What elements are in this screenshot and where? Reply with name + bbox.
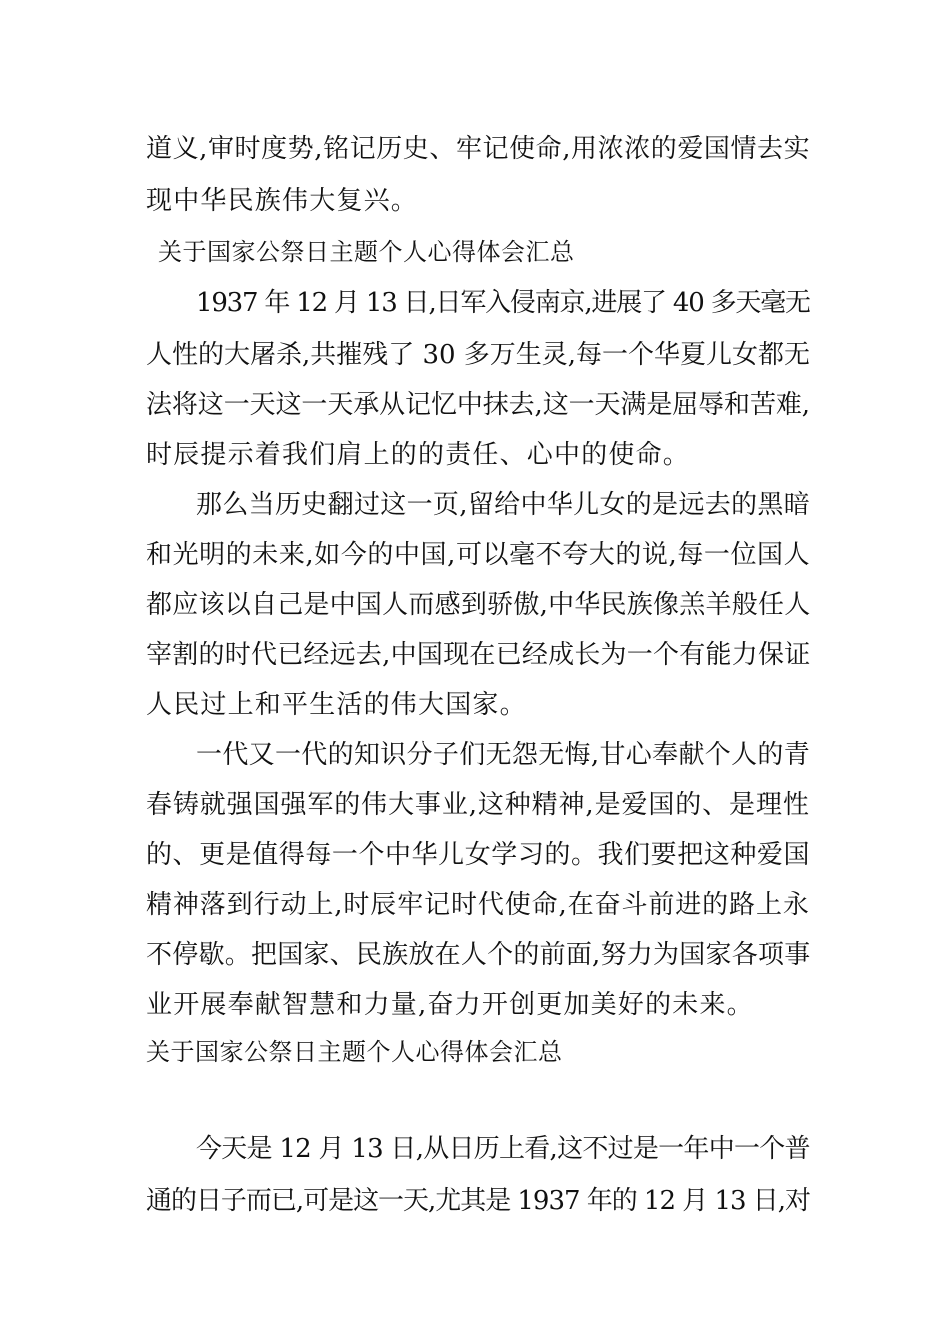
body-text-line: 业开展奉献智慧和力量,奋力开创更加美好的未来。 [146,990,754,1020]
body-text-line: 不停歇。把国家、民族放在人个的前面,努力为国家各项事 [146,940,811,970]
section-heading: 关于国家公祭日主题个人心得体会汇总 [146,1038,563,1066]
body-text-line: 都应该以自己是中国人而感到骄傲,中华民族像羔羊般任人 [146,590,811,620]
body-text-line: 那么当历史翻过这一页,留给中华儿女的是远去的黑暗 [196,490,811,520]
body-text-line: 人民过上和平生活的伟大国家。 [146,690,527,720]
body-text-line: 的、更是值得每一个中华儿女学习的。我们要把这种爱国 [146,840,811,870]
body-text-line: 1937 年 12 月 13 日,日军入侵南京,进展了 40 多天毫无 [196,288,810,318]
body-text-line: 道义,审时度势,铭记历史、牢记使命,用浓浓的爱国情去实 [146,134,811,164]
body-text-line: 宰割的时代已经远去,中国现在已经成长为一个有能力保证 [146,640,811,670]
section-heading: 关于国家公祭日主题个人心得体会汇总 [158,238,575,266]
body-text-line: 人性的大屠杀,共摧残了 30 多万生灵,每一个华夏儿女都无 [146,340,810,370]
body-text-line: 今天是 12 月 13 日,从日历上看,这不过是一年中一个普 [196,1134,810,1164]
body-text-line: 现中华民族伟大复兴。 [146,186,419,216]
body-text-line: 和光明的未来,如今的中国,可以毫不夸大的说,每一位国人 [146,540,811,570]
body-text-line: 精神落到行动上,时辰牢记时代使命,在奋斗前进的路上永 [146,890,810,920]
body-text-line: 通的日子而已,可是这一天,尤其是 1937 年的 12 月 13 日,对 [146,1186,810,1216]
body-text-line: 一代又一代的知识分子们无怨无悔,甘心奉献个人的青 [196,740,811,770]
body-text-line: 时辰提示着我们肩上的的责任、心中的使命。 [146,440,691,470]
body-text-line: 春铸就强国强军的伟大事业,这种精神,是爱国的、是理性 [146,790,810,820]
body-text-line: 法将这一天这一天承从记忆中抹去,这一天满是屈辱和苦难, [146,390,810,420]
